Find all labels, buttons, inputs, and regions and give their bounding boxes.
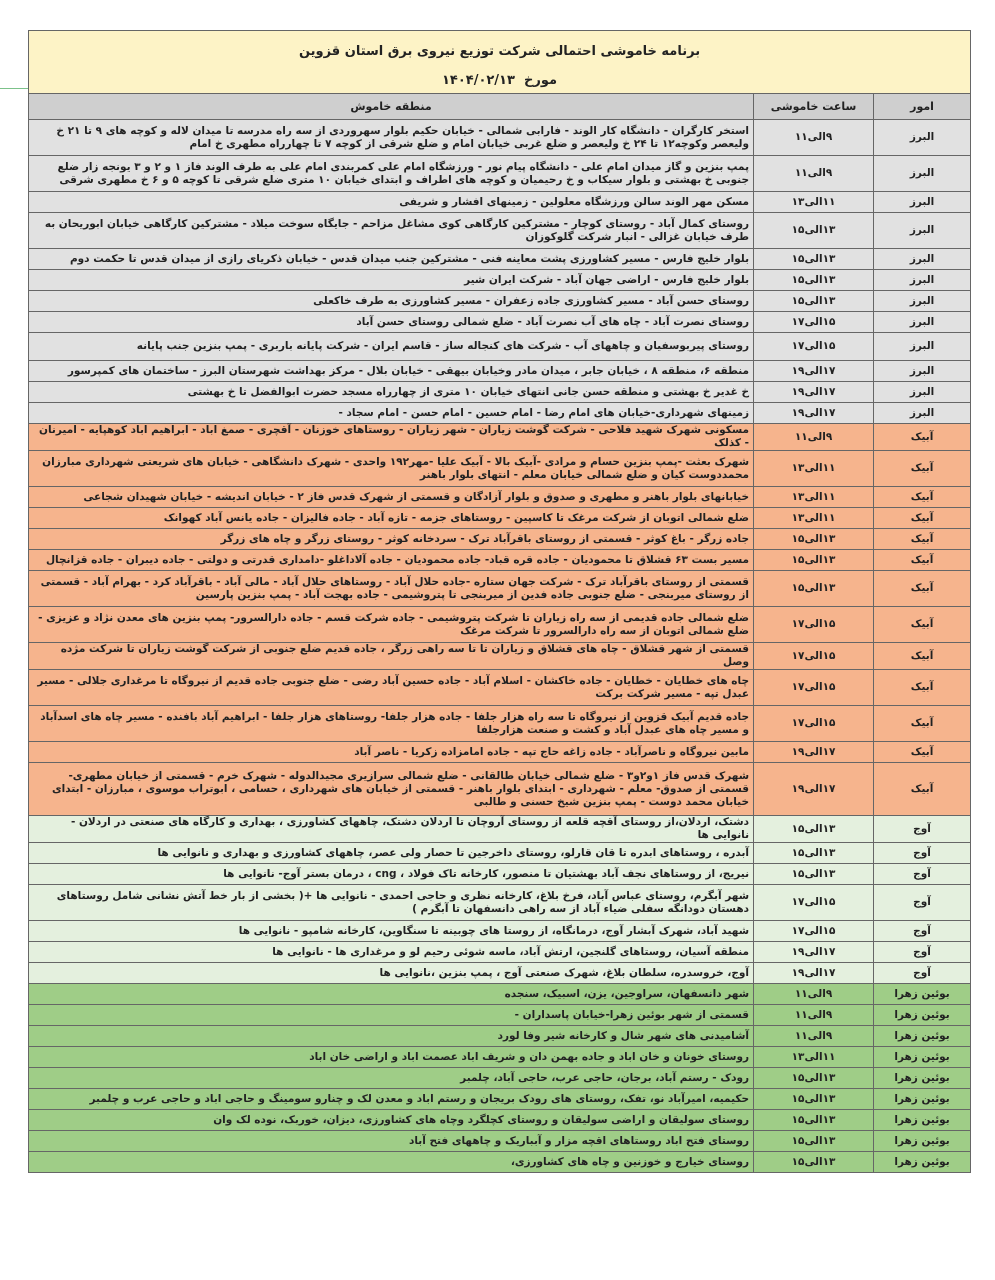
table-row: [29, 571, 971, 607]
time-cell: ۹الی۱۱: [754, 984, 874, 1005]
area-cell: قسمتی از شهر بوئین زهرا-خیابان پاسداران -: [29, 1005, 754, 1026]
district-cell: آبیک: [874, 508, 971, 529]
time-cell: ۱۷الی۱۹: [754, 763, 874, 816]
district-cell: آوج: [874, 942, 971, 963]
district-cell: البرز: [874, 249, 971, 270]
area-cell: بلوار خلیج فارس - مسیر کشاورزی پشت معاینه فنی - مشترکین جنب میدان قدس - خیابان ذکریای رازی از میدان قدس تا حکمت دوم: [29, 249, 754, 270]
area-cell: حکیمیه، امیرآباد نو، تفک، روستای های رودک بریجان و رستم اباد و معدن لک و چنارو سومینگ و حاجی اباد و حاجی عرب و چلمبر: [29, 1089, 754, 1110]
date-line: [29, 67, 971, 94]
table-row: [29, 487, 971, 508]
district-cell: البرز: [874, 192, 971, 213]
district-cell: آوج: [874, 816, 971, 843]
table-row: [29, 333, 971, 361]
district-cell: آبیک: [874, 670, 971, 706]
column-header-time: ساعت خاموشی: [754, 94, 874, 120]
table-row: [29, 156, 971, 192]
table-row: [29, 1110, 971, 1131]
table-row: [29, 403, 971, 424]
date-row: [29, 67, 971, 94]
area-cell: آوج، خروسدره، سلطان بلاغ، شهرک صنعتی آوج ، پمپ بنزین ،نانوایی ها: [29, 963, 754, 984]
date-value: ۱۴۰۴/۰۲/۱۳: [441, 72, 515, 88]
title-row: [29, 31, 971, 68]
time-cell: ۱۱الی۱۳: [754, 1047, 874, 1068]
area-cell: روستای سولیقان و اراضی سولیقان و روستای کچلگرد وچاه های کشاورزی، دیزان، خوربک، نوده لک وان: [29, 1110, 754, 1131]
table-row: [29, 361, 971, 382]
table-row: [29, 270, 971, 291]
district-cell: آبیک: [874, 742, 971, 763]
table-row: [29, 312, 971, 333]
table-row: [29, 921, 971, 942]
district-cell: البرز: [874, 156, 971, 192]
district-cell: آوج: [874, 885, 971, 921]
district-cell: البرز: [874, 312, 971, 333]
district-cell: آبیک: [874, 424, 971, 451]
time-cell: ۱۷الی۱۹: [754, 942, 874, 963]
time-cell: ۹الی۱۱: [754, 1026, 874, 1047]
table-row: [29, 1089, 971, 1110]
table-row: [29, 1026, 971, 1047]
column-header-area: منطقه خاموش: [29, 94, 754, 120]
time-cell: ۱۳الی۱۵: [754, 1152, 874, 1173]
time-cell: ۱۳الی۱۵: [754, 550, 874, 571]
area-cell: استخر کارگران - دانشگاه کار الوند - فارابی شمالی - خیابان حکیم بلوار سهروردی از سه راه مدرسه تا میدان لاله و کوچه های ۹ تا ۲۱ خ ولیعصر وکوچه۱۲ تا ۲۴ خ ولیعصر و ضلع غربی خیابان امام و ضلع شرقی از کوچه ۷ تا چهارراه مطهری خ امام: [29, 120, 754, 156]
district-cell: آوج: [874, 864, 971, 885]
time-cell: ۱۳الی۱۵: [754, 1089, 874, 1110]
table-row: [29, 607, 971, 643]
column-header-row: [29, 94, 971, 120]
area-cell: منطقه ۶، منطقه ۸ ، خیابان جابر ، میدان مادر وخیابان بیهقی - خیابان بلال - مرکز بهداشت شهرستان البرز - ساختمان های کمپرسور: [29, 361, 754, 382]
time-cell: ۱۵الی۱۷: [754, 643, 874, 670]
district-cell: البرز: [874, 403, 971, 424]
area-cell: ضلع شمالی اتوبان از شرکت مرغک تا کاسپین - روستاهای جزمه - تازه آباد - جاده فالیزان - جاده یانس آباد کهوانک: [29, 508, 754, 529]
district-cell: آبیک: [874, 607, 971, 643]
time-cell: ۹الی۱۱: [754, 1005, 874, 1026]
table-row: [29, 508, 971, 529]
area-cell: خیابانهای بلوار باهنر و مطهری و صدوق و بلوار آزادگان و قسمتی از شهرک قدس فاز ۲ - خیابان اندیشه - خیابان شهیدان شجاعی: [29, 487, 754, 508]
time-cell: ۱۵الی۱۷: [754, 670, 874, 706]
area-cell: شهر دانسفهان، سراوجین، یزن، اسبیک، سنجده: [29, 984, 754, 1005]
table-row: [29, 942, 971, 963]
table-row: [29, 670, 971, 706]
time-cell: ۱۷الی۱۹: [754, 742, 874, 763]
time-cell: ۱۳الی۱۵: [754, 1110, 874, 1131]
column-header-district: امور: [874, 94, 971, 120]
time-cell: ۱۵الی۱۷: [754, 885, 874, 921]
time-cell: ۱۵الی۱۷: [754, 706, 874, 742]
table-row: [29, 451, 971, 487]
green-guide-line: [0, 88, 28, 89]
district-cell: بوئین زهرا: [874, 1068, 971, 1089]
area-cell: جاده زرگر - باغ کوثر - قسمتی از روستای باقرآباد ترک - سردخانه کوثر - روستای زرگر و چاه های زرگر: [29, 529, 754, 550]
table-row: [29, 1152, 971, 1173]
area-cell: روستای فتح اباد روستاهای اقچه مزار و آبباریک و چاههای فتح آباد: [29, 1131, 754, 1152]
table-row: [29, 706, 971, 742]
time-cell: ۱۵الی۱۷: [754, 607, 874, 643]
area-cell: دشتک، اردلان،از روستای آقچه قلعه از روستای آروچان تا اردلان دشتک، چاههای کشاورزی ، بهداری و کارگاه های صنعتی در اردلان - نانوایی ها: [29, 816, 754, 843]
district-cell: البرز: [874, 120, 971, 156]
table-row: [29, 643, 971, 670]
date-label: مورخ: [524, 72, 558, 88]
area-cell: روستای حسن آباد - مسیر کشاورزی جاده زعفران - مسیر کشاورزی به طرف خاکعلی: [29, 291, 754, 312]
time-cell: ۱۷الی۱۹: [754, 403, 874, 424]
district-cell: آبیک: [874, 643, 971, 670]
area-cell: نیریج، از روستاهای نجف آباد بهشتیان تا منصور، کارخانه تاک فولاد ، cng ، درمان بستر آوج- نانوایی ها: [29, 864, 754, 885]
table-row: [29, 192, 971, 213]
time-cell: ۱۳الی۱۵: [754, 864, 874, 885]
table-row: [29, 742, 971, 763]
time-cell: ۹الی۱۱: [754, 424, 874, 451]
table-row: [29, 1005, 971, 1026]
table-row: [29, 1131, 971, 1152]
time-cell: ۱۱الی۱۳: [754, 451, 874, 487]
district-cell: آوج: [874, 921, 971, 942]
area-cell: آبدره ، روستاهای ابدره تا قان قارلو، روستای داخرجین تا حصار ولی عصر، چاههای کشاورزی و بهداری و نانوایی ها: [29, 843, 754, 864]
district-cell: بوئین زهرا: [874, 1131, 971, 1152]
table-row: [29, 120, 971, 156]
time-cell: ۱۱الی۱۳: [754, 192, 874, 213]
area-cell: روستای پیربوسفیان و چاههای آب - شرکت های کنجاله ساز - قاسم ایران - شرکت پایانه باربری - پمپ بنزین جنب پایانه: [29, 333, 754, 361]
time-cell: ۱۳الی۱۵: [754, 816, 874, 843]
time-cell: ۱۳الی۱۵: [754, 213, 874, 249]
district-cell: بوئین زهرا: [874, 1089, 971, 1110]
area-cell: شهر آبگرم، روستای عباس آباد، فرخ بلاغ، کارخانه نظری و حاجی احمدی - نانوایی ها +( بخشی از بار خط آتش نشانی شامل روستاهای دهستان دودانگه سفلی ضیاء آباد از سه راهی دانسفهان تا آبگرم ): [29, 885, 754, 921]
area-cell: مابین نیروگاه و ناصرآباد - جاده زاغه حاج تپه - جاده امامزاده زکریا - ناصر آباد: [29, 742, 754, 763]
area-cell: جاده قدیم آبیک قزوین از نیروگاه تا سه راه هزار جلفا - جاده هزار جلفا- روستاهای هزار جلفا - ابراهیم آباد بافنده - مسیر چاه های اسدآباد و مسیر چاه های عبدل آباد و کشت و صنعت هزارجلفا: [29, 706, 754, 742]
time-cell: ۱۳الی۱۵: [754, 529, 874, 550]
table-row: [29, 550, 971, 571]
district-cell: البرز: [874, 270, 971, 291]
time-cell: ۹الی۱۱: [754, 120, 874, 156]
district-cell: آبیک: [874, 529, 971, 550]
district-cell: آبیک: [874, 550, 971, 571]
district-cell: بوئین زهرا: [874, 1026, 971, 1047]
district-cell: آوج: [874, 843, 971, 864]
page-title: برنامه خاموشی احتمالی شرکت توزیع نیروی برق استان قزوین: [29, 31, 971, 68]
district-cell: آبیک: [874, 487, 971, 508]
area-cell: منطقه آسیان، روستاهای گلنجین، ارتش آباد، ماسه شوئی رحیم لو و مرغداری ها - نانوایی ها: [29, 942, 754, 963]
district-cell: بوئین زهرا: [874, 1152, 971, 1173]
area-cell: مسکونی شهرک شهید فلاحی - شرکت گوشت زیاران - شهر زیاران - روستاهای خوزنان - آقچری - صمغ اباد - ابراهیم اباد کوهپایه - امیرنان - کذلک: [29, 424, 754, 451]
time-cell: ۱۵الی۱۷: [754, 333, 874, 361]
time-cell: ۱۳الی۱۵: [754, 270, 874, 291]
district-cell: بوئین زهرا: [874, 1005, 971, 1026]
area-cell: ضلع شمالی جاده قدیمی از سه راه زیاران تا شرکت پتروشیمی - جاده شرکت قسم - جاده دارالسرور- پمپ بنزین های معدن نژاد و عزیزی - ضلع شمالی اتوبان از سه راه دارالسرور تا شرکت مرغک: [29, 607, 754, 643]
table-row: [29, 885, 971, 921]
district-cell: بوئین زهرا: [874, 1047, 971, 1068]
district-cell: آبیک: [874, 571, 971, 607]
time-cell: ۱۳الی۱۵: [754, 1068, 874, 1089]
area-cell: مسیر بست ۶۳ قشلاق تا محمودیان - جاده قره قباد- جاده محمودیان - جاده آلاداغلو -دامداری قدرتی و دولتی - جاده دیبران - جاده قزانچال: [29, 550, 754, 571]
table-row: [29, 291, 971, 312]
table-row: [29, 1047, 971, 1068]
district-cell: البرز: [874, 361, 971, 382]
table-row: [29, 763, 971, 816]
table-row: [29, 1068, 971, 1089]
area-cell: زمینهای شهرداری-خیابان های امام رضا - امام حسین - امام حسن - امام سجاد -: [29, 403, 754, 424]
table-row: [29, 529, 971, 550]
table-row: [29, 424, 971, 451]
time-cell: ۱۳الی۱۵: [754, 1131, 874, 1152]
time-cell: ۱۳الی۱۵: [754, 843, 874, 864]
time-cell: ۹الی۱۱: [754, 156, 874, 192]
district-cell: بوئین زهرا: [874, 984, 971, 1005]
area-cell: شهید آباد، شهرک آبشار آوج، درمانگاه، از روستا های چوبینه تا سنگاوین، کارخانه شامپو - نانوایی ها: [29, 921, 754, 942]
time-cell: ۱۷الی۱۹: [754, 382, 874, 403]
area-cell: مسکن مهر الوند سالن ورزشگاه معلولین - زمینهای افشار و شریفی: [29, 192, 754, 213]
area-cell: قسمتی از روستای باقرآباد ترک - شرکت جهان ستاره -جاده حلال آباد - روستاهای حلال آباد - مالی آباد - باقرآباد کرد - بهرام آباد - قسمتی از روستای میربنجی - ضلع جنوبی جاده فدین از میربنجی تا پتروشیمی - جاده بهجت آباد - پمپ بنزین پارسین: [29, 571, 754, 607]
district-cell: البرز: [874, 382, 971, 403]
table-row: [29, 843, 971, 864]
time-cell: ۱۵الی۱۷: [754, 312, 874, 333]
area-cell: روستای نصرت آباد - چاه های آب نصرت آباد - ضلع شمالی روستای حسن آباد: [29, 312, 754, 333]
time-cell: ۱۱الی۱۳: [754, 487, 874, 508]
time-cell: ۱۵الی۱۷: [754, 921, 874, 942]
blackout-schedule-table: [28, 30, 971, 1173]
area-cell: خ غدیر خ بهشتی و منطقه حسن جانی انتهای خیابان ۱۰ متری از چهارراه مسجد حضرت ابوالفضل تا خ بهشتی: [29, 382, 754, 403]
time-cell: ۱۳الی۱۵: [754, 571, 874, 607]
district-cell: آبیک: [874, 763, 971, 816]
time-cell: ۱۳الی۱۵: [754, 249, 874, 270]
district-cell: آوج: [874, 963, 971, 984]
time-cell: ۱۱الی۱۳: [754, 508, 874, 529]
area-cell: بلوار خلیج فارس - اراضی جهان آباد - شرکت ایران شیر: [29, 270, 754, 291]
district-cell: آبیک: [874, 451, 971, 487]
area-cell: روستای خونان و خان اباد و جاده بهمن دان و شریف اباد عصمت اباد و اراضی خان اباد: [29, 1047, 754, 1068]
district-cell: البرز: [874, 333, 971, 361]
time-cell: ۱۳الی۱۵: [754, 291, 874, 312]
area-cell: پمپ بنزین و گاز میدان امام علی - دانشگاه پیام نور - ورزشگاه امام علی کمربندی امام علی به طرف الوند فاز ۱ و ۲ و ۳ یونجه زار ضلع جنوبی خ بهشتی و بلوار سیکاب و خ رحیمیان و کوچه های اطراف و ابتدای خیابان ۱۰ متری ضلع شرقی تا کوچه ۵ و ۶ خ مطهری شرقی: [29, 156, 754, 192]
table-row: [29, 816, 971, 843]
district-cell: بوئین زهرا: [874, 1110, 971, 1131]
time-cell: ۱۷الی۱۹: [754, 361, 874, 382]
district-cell: آبیک: [874, 706, 971, 742]
area-cell: روستای کمال آباد - روستای کوچار - مشترکین کارگاهی کوی مشاغل مزاحم - جایگاه سوخت میلاد - مشترکین کارگاهی خیابان ابوریحان به طرف خیابان غزالی - انبار شرکت گلوکوزان: [29, 213, 754, 249]
district-cell: البرز: [874, 291, 971, 312]
area-cell: روستای خیارج و خوزنین و چاه های کشاورزی،: [29, 1152, 754, 1173]
area-cell: رودک - رستم آباد، برجان، حاجی عرب، حاجی آباد، چلمبر: [29, 1068, 754, 1089]
time-cell: ۱۷الی۱۹: [754, 963, 874, 984]
table-row: [29, 213, 971, 249]
area-cell: آشامیدنی های شهر شال و کارخانه شیر وفا لورد: [29, 1026, 754, 1047]
area-cell: شهرک بعثت -پمپ بنزین حسام و مرادی -آبیک بالا - آبیک علیا -مهر۱۹۲ واحدی - شهرک دانشگاهی - خیابان های شریعتی شهرداری مبارزان محمددوست کیان و ضلع شمالی خیابان معلم - انتهای بلوار باهنر: [29, 451, 754, 487]
table-row: [29, 864, 971, 885]
table-row: [29, 382, 971, 403]
table-row: [29, 249, 971, 270]
table-row: [29, 984, 971, 1005]
area-cell: شهرک قدس فاز ۱و۲و۳ - ضلع شمالی خیابان طالقانی - ضلع شمالی سرازیری مجیدالدوله - شهرک خرم - قسمتی از خیابان مطهری- قسمتی از صدوق- معلم - شهرداری - ابتدای بلوار باهنر - قسمتی از خیابان های شهرداری ، حسامی ، ابوتراب موسوی ، مبارزان - ابتدای خیابان محمد دوست - پمپ بنزین شیخ حسنی و طالبی: [29, 763, 754, 816]
area-cell: چاه های خطایان - خطایان - جاده خاکشان - اسلام آباد - جاده حسین آباد رضی - ضلع جنوبی جاده قدیم از نیروگاه تا مرغداری جلالی - مسیر عبدل تپه - مسیر شرکت برکت: [29, 670, 754, 706]
table-row: [29, 963, 971, 984]
area-cell: قسمتی از شهر قشلاق - چاه های قشلاق و زیاران تا تا سه راهی زرگر ، جاده قدیم ضلع جنوبی از شرکت گوشت زیاران تا شرکت مژده وصل: [29, 643, 754, 670]
district-cell: البرز: [874, 213, 971, 249]
